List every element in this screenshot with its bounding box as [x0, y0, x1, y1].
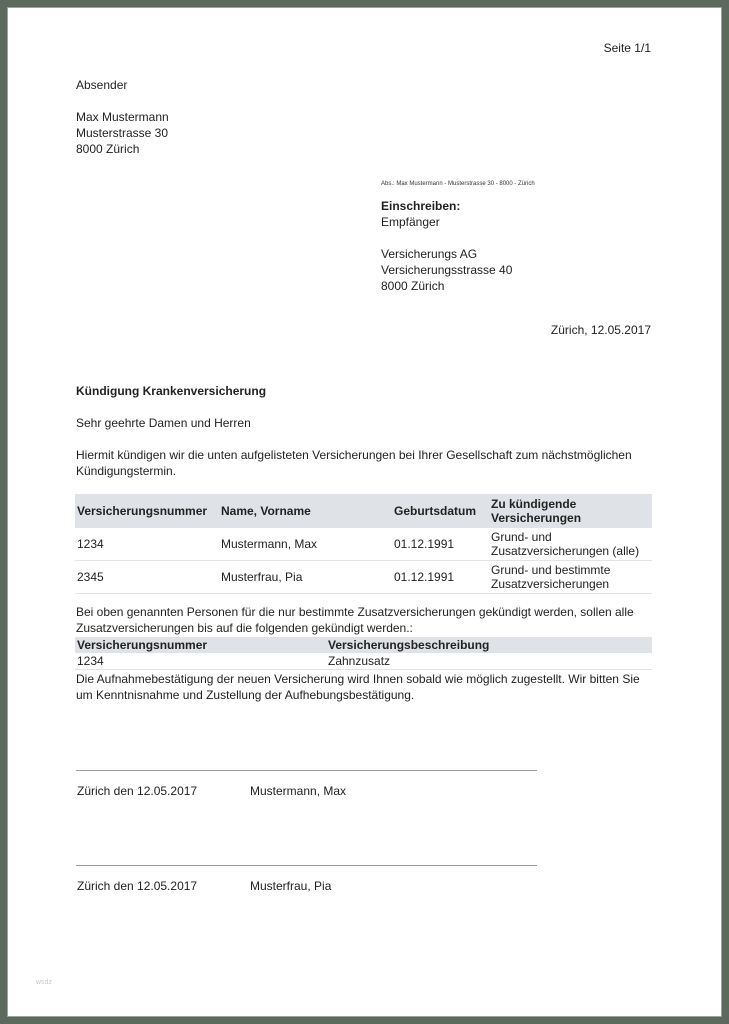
intro-paragraph: Hiermit kündigen wir die unten aufgelisteten Versicherungen bei Ihrer Gesellschaft zum nächstmöglichen Kündigungstermin. [76, 448, 632, 478]
column-header: Versicherungsnummer [75, 494, 219, 528]
table-cell: Grund- und Zusatzversicherungen (alle) [489, 528, 652, 561]
recipient-city: 8000 Zürich [381, 279, 445, 293]
recipient-address [381, 198, 512, 294]
table-row [75, 653, 652, 670]
column-header: Geburtsdatum [392, 494, 489, 528]
additional-insurance-table [75, 637, 652, 670]
column-header: Zu kündigende Versicherungen [489, 494, 652, 528]
table-row [75, 561, 652, 594]
column-header: Versicherungsbeschreibung [326, 637, 652, 653]
exceptions-paragraph: Bei oben genannten Personen für die nur bestimmte Zusatzversicherungen gekündigt werden, sollen alle Zusatzversicherungen bis auf die folgenden gekündigt werden.: [76, 605, 634, 635]
sender-street: Musterstrasse 30 [76, 126, 169, 140]
return-address: Abs.: Max Mustermann - Musterstrasse 30 - 8000 - Zürich [381, 181, 535, 187]
sender-city: 8000 Zürich [76, 142, 140, 156]
table-cell: Zahnzusatz [326, 653, 652, 670]
table-cell: 01.12.1991 [392, 528, 489, 561]
signature-place-date: Zürich den 12.05.2017 [77, 784, 198, 798]
column-header: Versicherungsnummer [75, 637, 326, 653]
sender-label: Absender [76, 78, 128, 92]
column-header: Name, Vorname [219, 494, 392, 528]
salutation: Sehr geehrte Damen und Herren [76, 416, 251, 430]
signature-line [76, 865, 537, 866]
table-cell: 01.12.1991 [392, 561, 489, 594]
sender-name: Max Mustermann [76, 110, 169, 124]
table-header-row [75, 637, 652, 653]
sender-address [76, 109, 169, 157]
place-date: Zürich, 12.05.2017 [550, 323, 651, 337]
table-cell: Grund- und bestimmte Zusatzversicherungen [489, 561, 652, 594]
signature-name: Musterfrau, Pia [250, 879, 332, 893]
insurance-table [75, 494, 652, 594]
table-row [75, 528, 652, 561]
table-cell: Mustermann, Max [219, 528, 392, 561]
table-cell: 1234 [75, 653, 326, 670]
signature-name: Mustermann, Max [250, 784, 347, 798]
table-cell: Musterfrau, Pia [219, 561, 392, 594]
subject-line: Kündigung Krankenversicherung [76, 384, 267, 398]
page-number: Seite 1/1 [603, 41, 651, 55]
signature-place-date: Zürich den 12.05.2017 [77, 879, 198, 893]
spacer [381, 230, 512, 246]
closing-paragraph: Die Aufnahmebestätigung der neuen Versicherung wird Ihnen sobald wie möglich zugestellt. Wir bitten Sie um Kenntnisnahme und Zustellung der Aufhebungsbestätigung. [76, 672, 640, 702]
mail-type: Einschreiben: [381, 199, 461, 213]
recipient-company: Versicherungs AG [381, 247, 478, 261]
table-header-row [75, 494, 652, 528]
recipient-label: Empfänger [381, 215, 440, 229]
recipient-street: Versicherungsstrasse 40 [381, 263, 513, 277]
signature-line [76, 770, 537, 771]
watermark: wsdz [36, 979, 52, 986]
table-cell: 1234 [75, 528, 219, 561]
table-cell: 2345 [75, 561, 219, 594]
